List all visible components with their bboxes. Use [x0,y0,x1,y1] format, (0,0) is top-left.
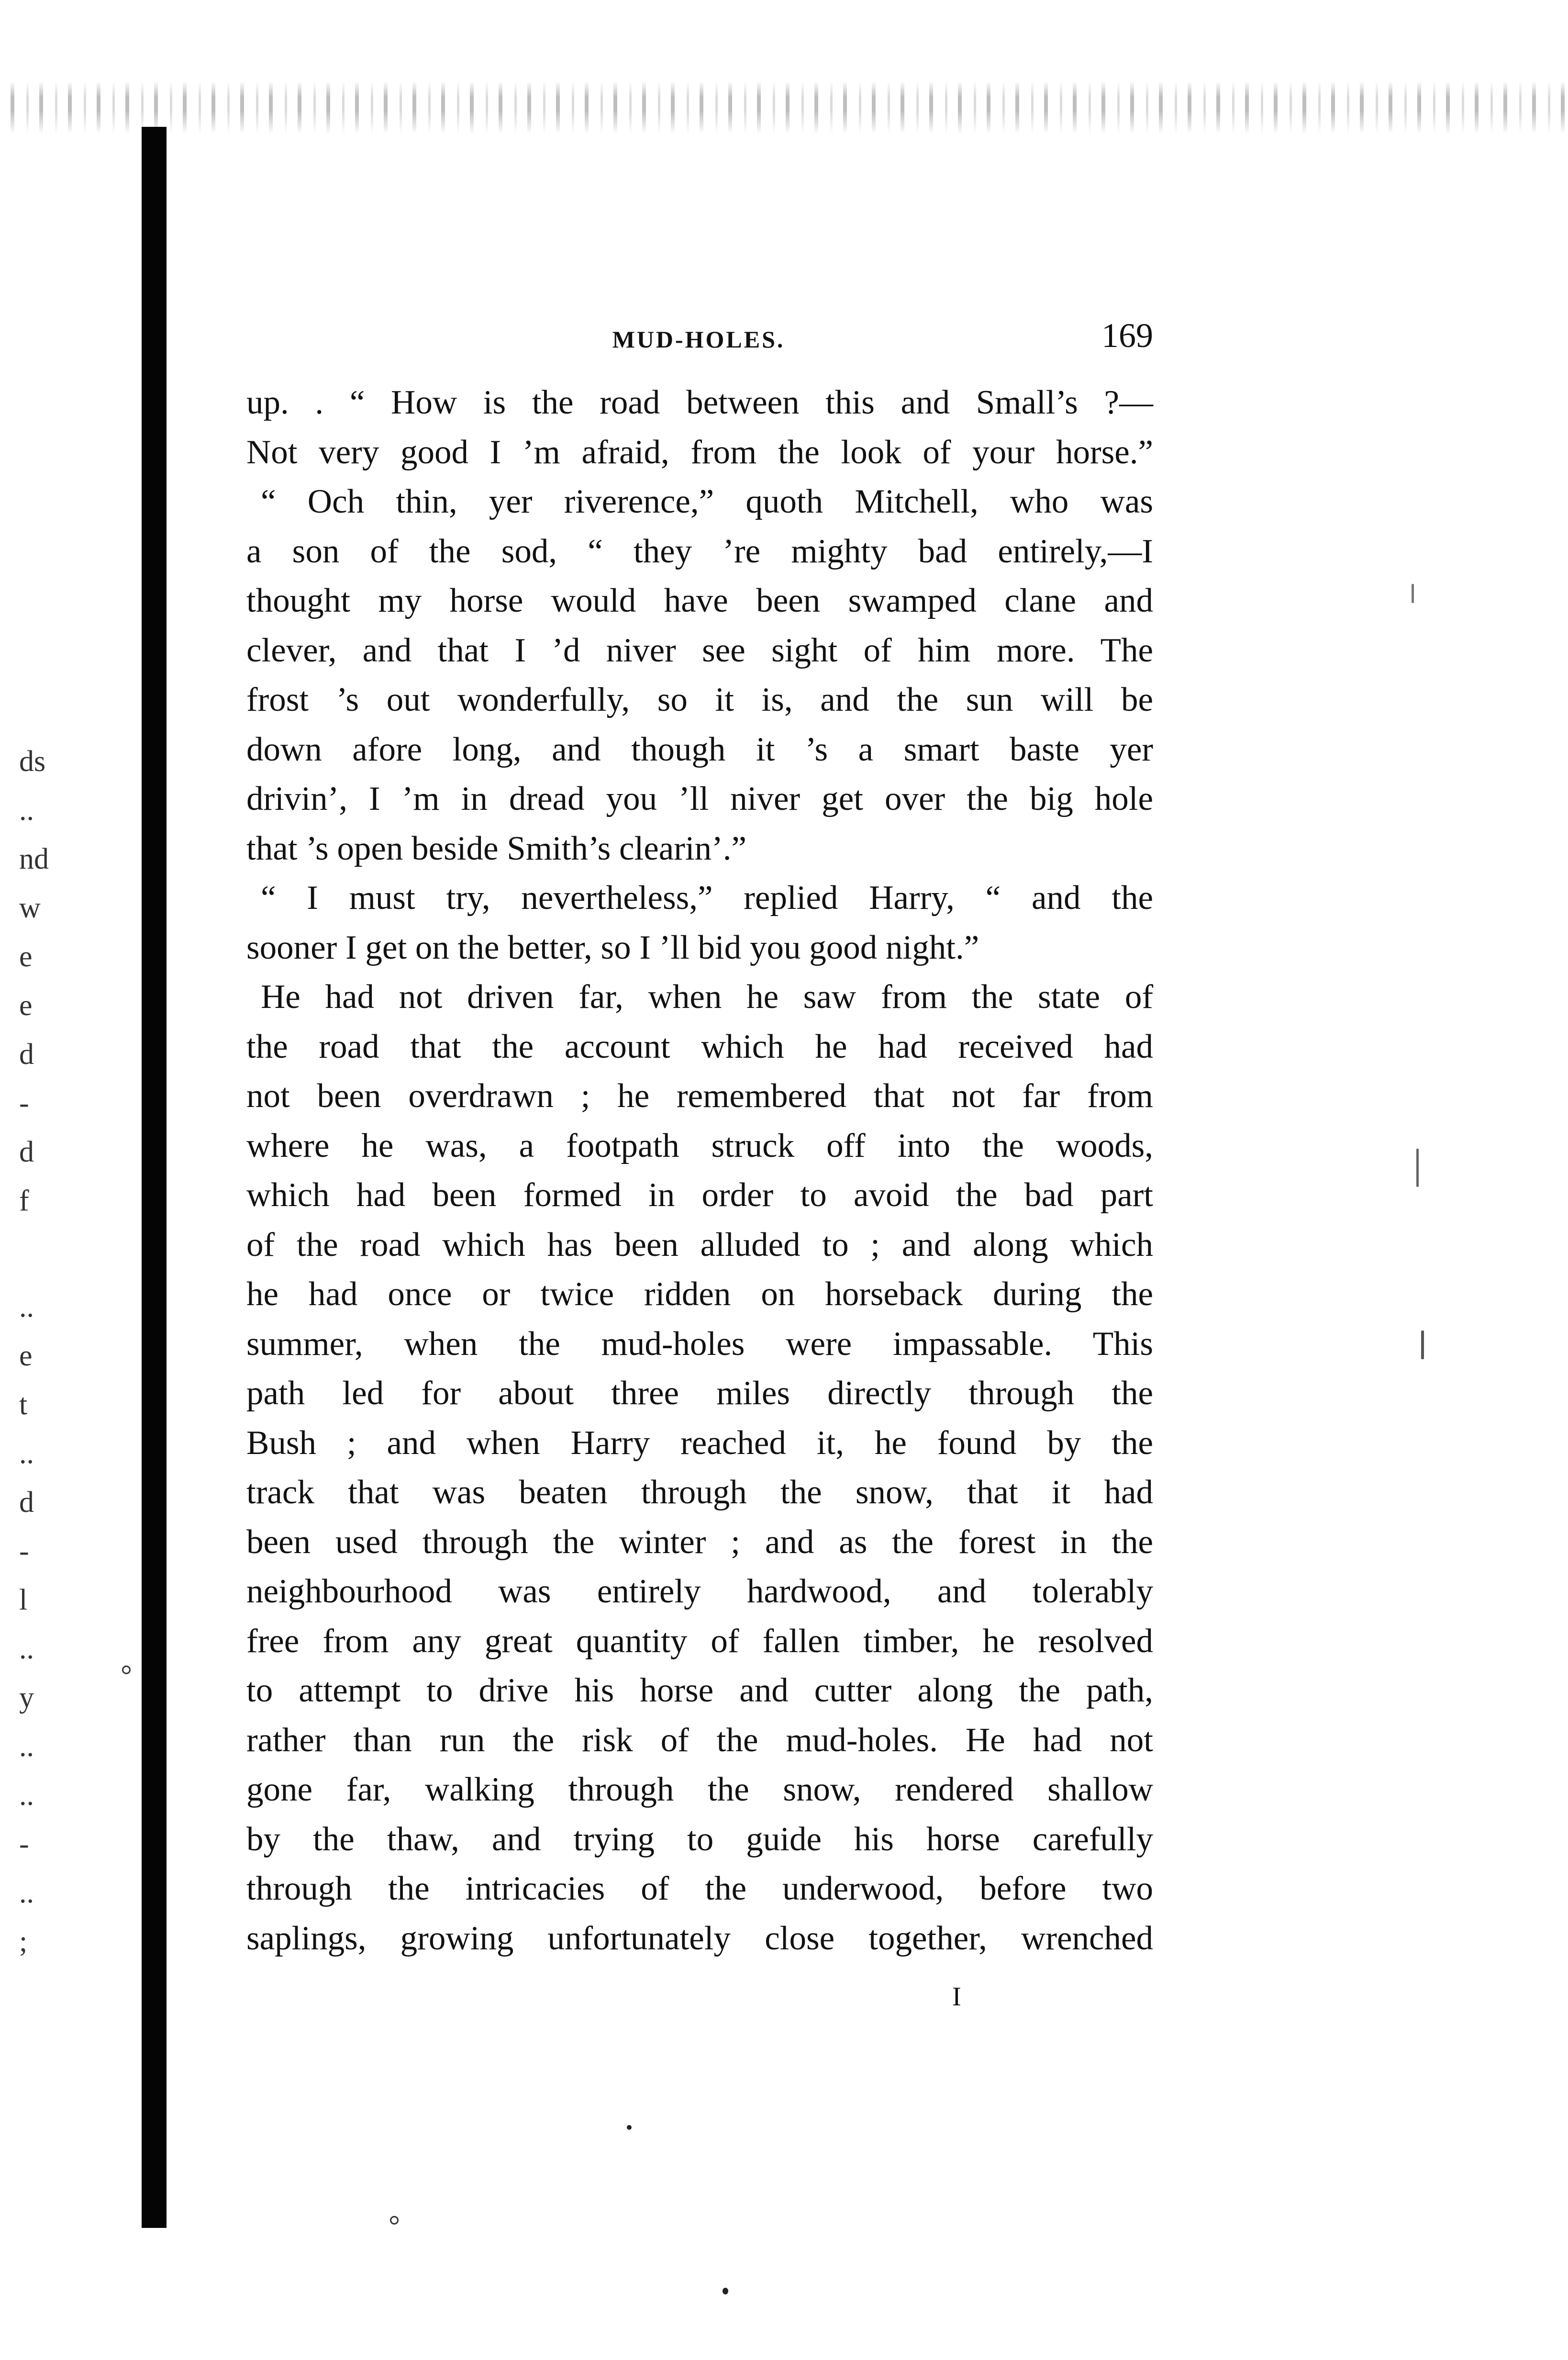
facing-fragment: ds [19,745,46,778]
text-line: up. . “ How is the road between this and Small’s ?— [246,384,1153,421]
facing-fragment: d [19,1486,34,1519]
facing-fragment: d [19,1136,34,1168]
text-line: He had not driven far, when he saw from the state of [261,978,1153,1016]
text-line: Bush ; and when Harry reached it, he found by the [246,1424,1153,1462]
scan-speck [122,1666,131,1674]
facing-fragment: e [19,989,33,1022]
scan-speck [1421,1331,1424,1359]
text-line: the road that the account which he had received had [246,1028,1153,1065]
text-line: by the thaw, and trying to guide his horse carefully [246,1820,1153,1858]
facing-page-fragments [19,737,124,1966]
text-line: clever, and that I ’d niver see sight of him more. The [246,631,1153,669]
text-line: sooner I get on the better, so I ’ll bid you good night.” [246,928,979,966]
text-line: free from any great quantity of fallen timber, he resolved [246,1622,1153,1660]
facing-fragment: - [19,1535,29,1567]
facing-fragment: l [19,1584,28,1616]
facing-fragment: w [19,892,41,924]
scan-speck [390,2216,399,2225]
text-line: neighbourhood was entirely hardwood, and tolerably [246,1573,1153,1610]
text-line: drivin’, I ’m in dread you ’ll niver get over the big hole [246,780,1153,817]
book-gutter-shadow [142,127,167,2228]
facing-fragment: f [19,1185,29,1217]
text-line: where he was, a footpath struck off into the woods, [246,1127,1153,1164]
facing-fragment: t [19,1388,28,1421]
scan-speck [1416,1149,1419,1187]
text-line: which had been formed in order to avoid the bad part [246,1176,1153,1214]
page-number: 169 [1101,316,1153,355]
text-line: path led for about three miles directly through the [246,1375,1153,1412]
facing-fragment: e [19,940,33,973]
facing-fragment: d [19,1038,34,1071]
facing-fragment: .. [19,1730,34,1763]
facing-fragment: .. [19,1437,34,1470]
text-line: through the intricacies of the underwood, before two [246,1870,1153,1907]
text-line: track that was beaten through the snow, that it had [246,1474,1153,1511]
text-line: been used through the winter ; and as the forest in the [246,1523,1153,1561]
text-line: “ Och thin, yer riverence,” quoth Mitchell, who was [261,483,1153,520]
text-line: a son of the sod, “ they ’re mighty bad entirely,—I [246,532,1153,570]
scan-speck [627,2125,632,2130]
text-line: saplings, growing unfortunately close together, wrenched [246,1919,1153,1957]
facing-fragment: .. [19,1633,34,1665]
facing-fragment: .. [19,1291,34,1323]
text-line: he had once or twice ridden on horseback during the [246,1275,1153,1313]
text-line: frost ’s out wonderfully, so it is, and the sun will be [246,681,1153,718]
text-line: summer, when the mud-holes were impassable. This [246,1325,1153,1363]
text-line: “ I must try, nevertheless,” replied Harry, “ and the [261,879,1153,917]
facing-fragment: ; [19,1925,28,1958]
text-line: to attempt to drive his horse and cutter along the path, [246,1672,1153,1709]
facing-fragment-gap [19,1225,124,1283]
text-line: thought my horse would have been swamped clane and [246,582,1153,619]
facing-fragment: - [19,1087,29,1119]
text-line: not been overdrawn ; he remembered that not far from [246,1077,1153,1115]
scan-edge-noise [0,81,1568,134]
facing-fragment: nd [19,843,49,875]
text-line: down afore long, and though it ’s a smart baste yer [246,730,1153,768]
text-line: that ’s open beside Smith’s clearin’.” [246,829,747,867]
scan-speck [1412,584,1414,603]
text-line: rather than run the risk of the mud-holes. He had not [246,1721,1153,1759]
facing-fragment: .. [19,1779,34,1812]
facing-fragment: y [19,1681,34,1714]
text-line: Not very good I ’m afraid, from the look of your horse.” [246,433,1153,471]
text-line: of the road which has been alluded to ; and along which [246,1226,1153,1264]
facing-fragment: .. [19,1877,34,1909]
facing-fragment: e [19,1340,33,1372]
scan-speck [723,2288,728,2294]
running-head [244,316,1153,359]
facing-fragment: - [19,1828,29,1860]
chapter-running-title: MUD-HOLES. [612,326,785,353]
signature-mark: I [952,1982,961,2012]
facing-fragment: .. [19,794,34,827]
text-line: gone far, walking through the snow, rendered shallow [246,1771,1153,1808]
body-text [246,378,1153,1963]
